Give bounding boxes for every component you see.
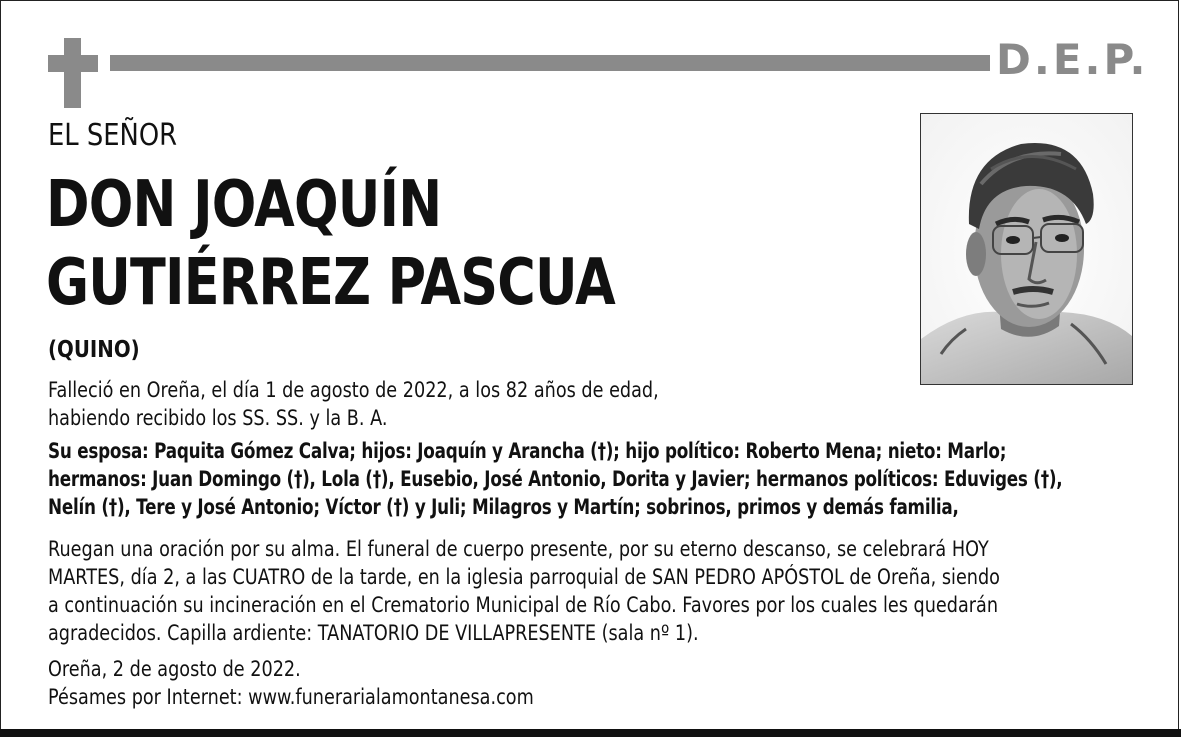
dep-label: D.E.P. [996,35,1149,84]
cross-icon-bar [48,55,98,72]
family-line: Nelín (†), Tere y José Antonio; Víctor (†) y Juli; Milagros y Martín; sobrinos, primos y demás familia, [48,495,959,519]
family-list [48,437,1062,521]
funeral-line: a continuación su incineración en el Crematorio Municipal de Río Cabo. Favores por los cuales les quedarán [48,593,999,617]
cross-icon [64,38,81,108]
funeral-line: Ruegan una oración por su alma. El funeral de cuerpo presente, por su eterno descanso, se celebrará HOY [48,537,989,561]
portrait-image [921,114,1132,384]
deceased-name [46,166,615,322]
funeral-details [48,535,1000,647]
portrait-photo [920,113,1133,385]
name-line-1: DON JOAQUÍN [46,168,442,242]
death-notice [48,376,659,432]
header-rule [110,55,990,71]
condolences-url: Pésames por Internet: www.funerarialamontanesa.com [48,685,534,709]
death-notice-line: habiendo recibido los SS. SS. y la B. A. [48,406,388,430]
title-prefix: EL SEÑOR [48,118,178,153]
family-line: hermanos: Juan Domingo (†), Lola (†), Eusebio, José Antonio, Dorita y Javier; hermanos políticos: Eduviges (†), [48,467,1063,491]
name-line-2: GUTIÉRREZ PASCUA [46,246,615,320]
death-notice-line: Falleció en Oreña, el día 1 de agosto de 2022, a los 82 años de edad, [48,378,659,402]
funeral-line: MARTES, día 2, a las CUATRO de la tarde, en la iglesia parroquial de SAN PEDRO APÓSTOL de Oreña, siendo [48,565,1000,589]
bottom-border [0,729,1181,737]
place-date: Oreña, 2 de agosto de 2022. [48,657,301,681]
closing [48,655,534,711]
family-line: Su esposa: Paquita Gómez Calva; hijos: Joaquín y Arancha (†); hijo político: Roberto Mena; nieto: Marlo; [48,439,1007,463]
alias: (QUINO) [48,337,140,363]
funeral-line: agradecidos. Capilla ardiente: TANATORIO DE VILLAPRESENTE (sala nº 1). [48,621,699,645]
